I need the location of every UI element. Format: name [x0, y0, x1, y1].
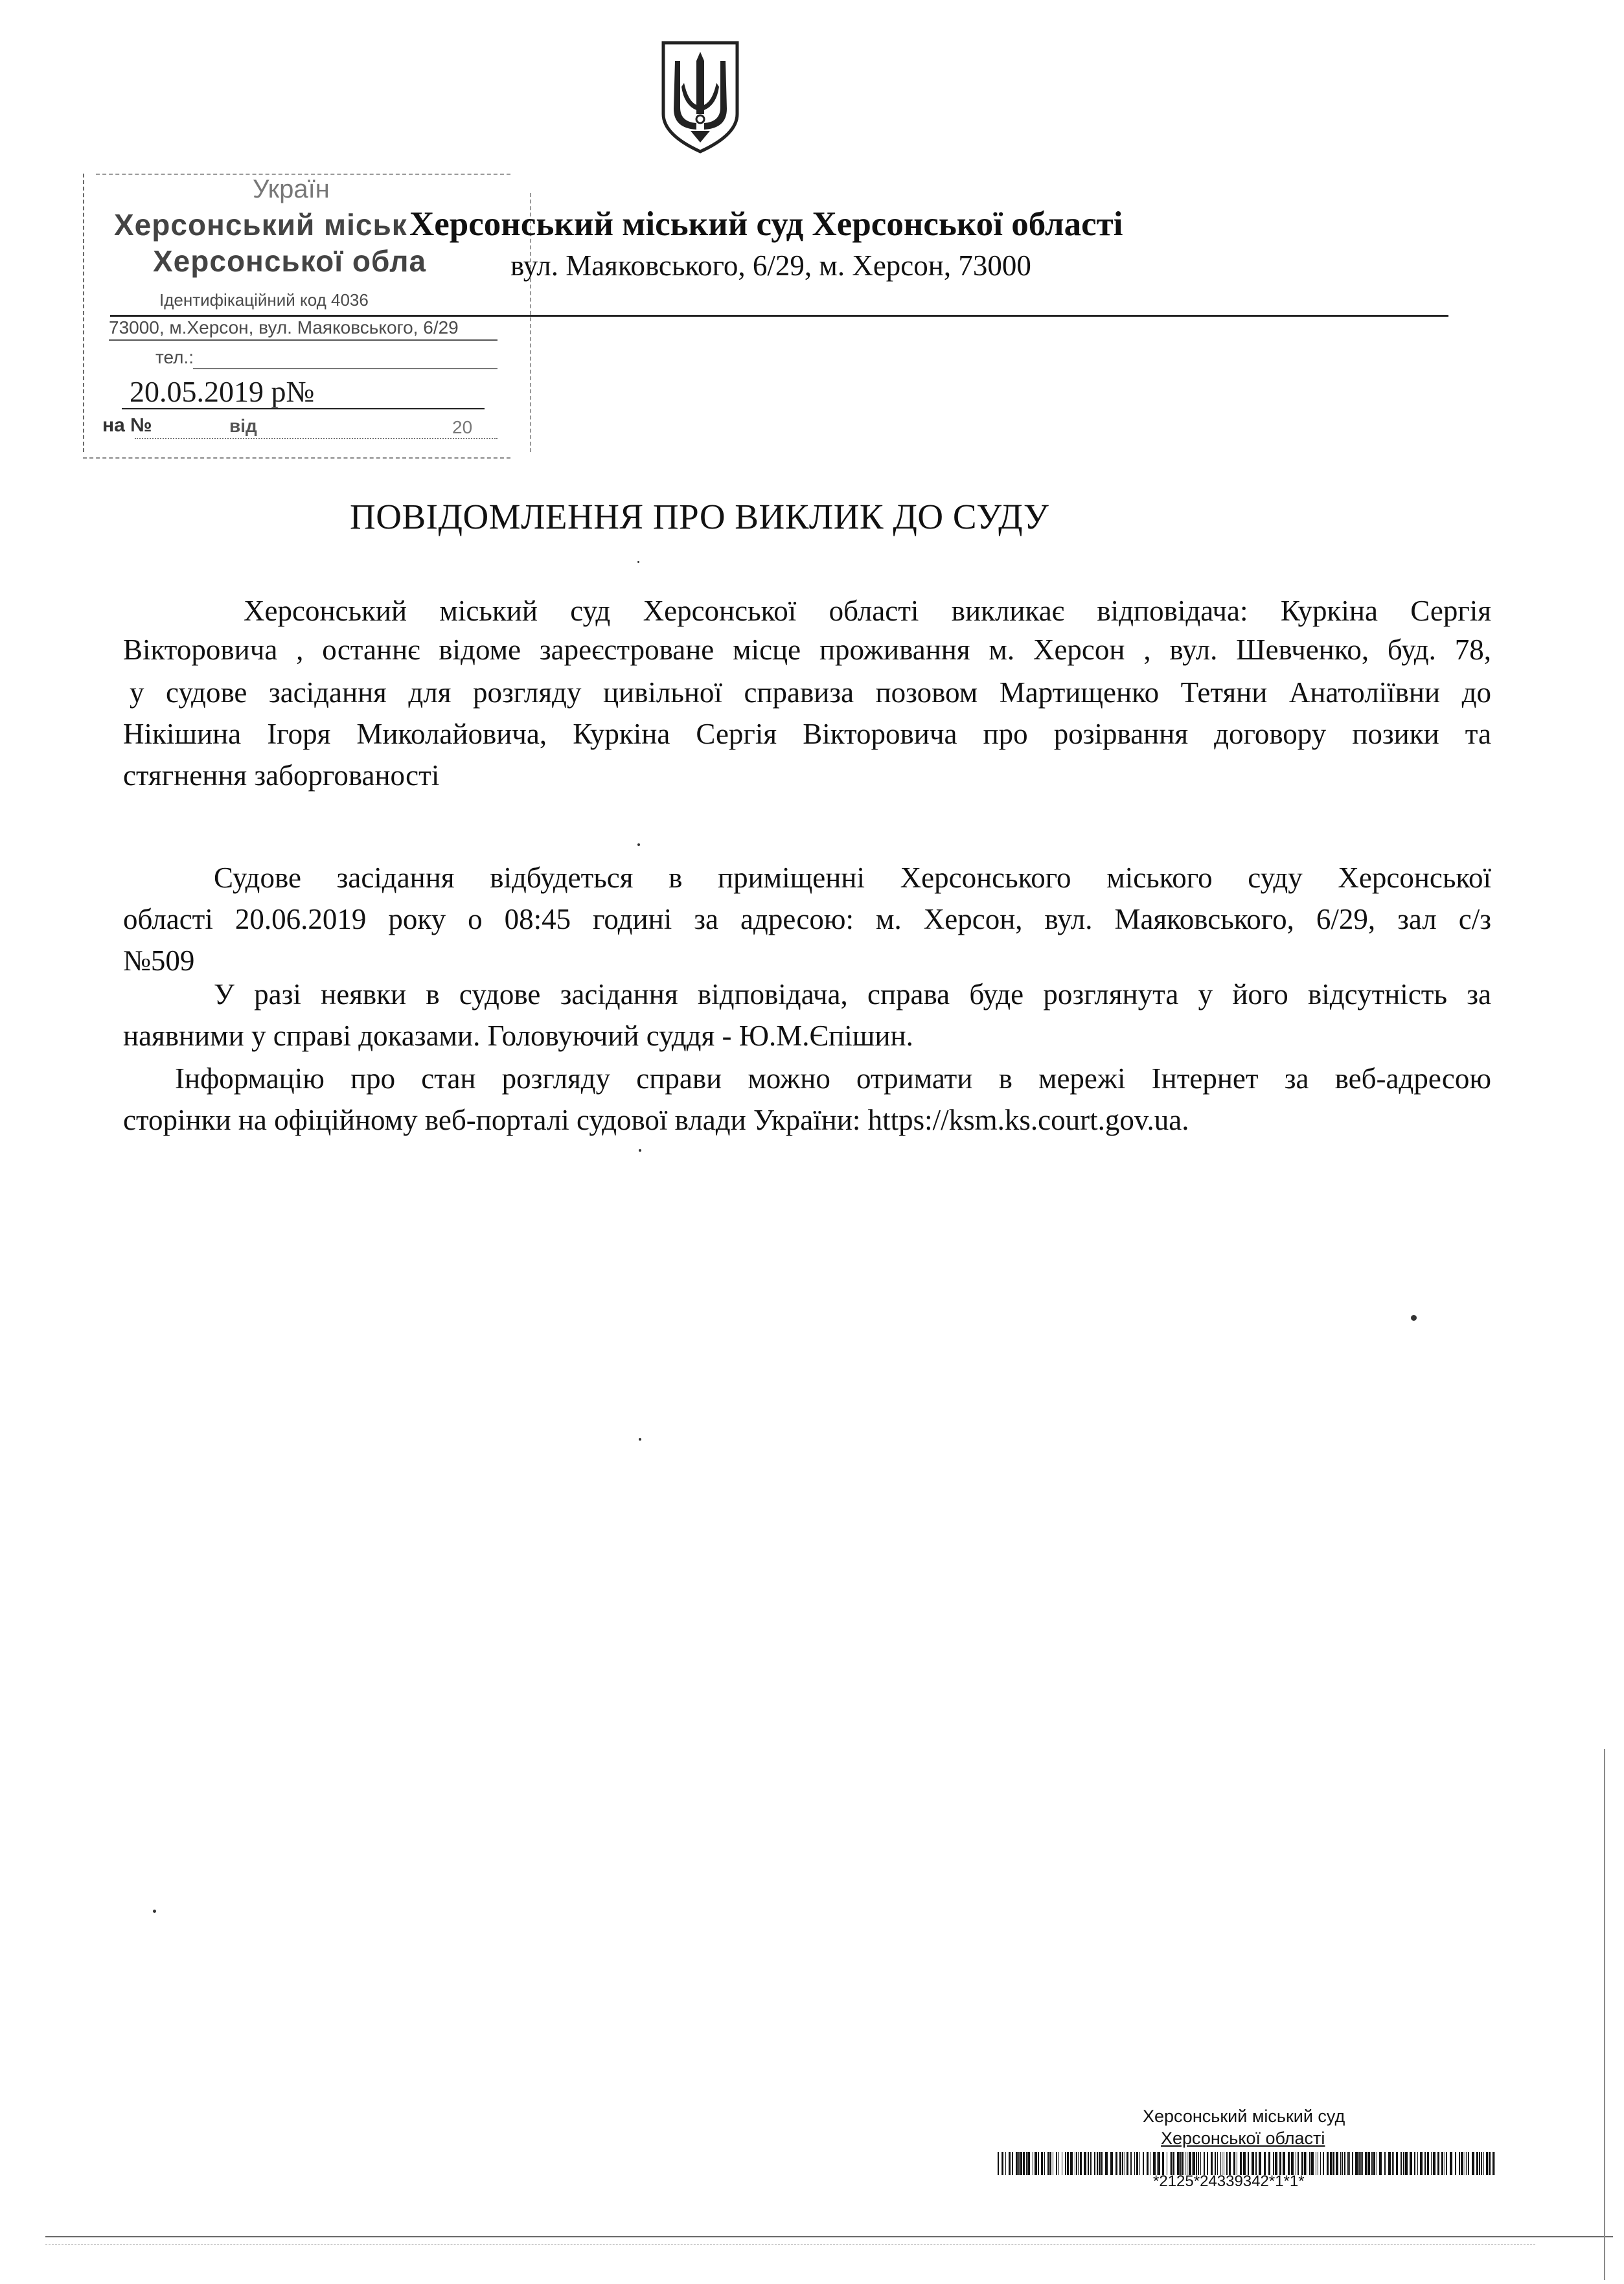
barcode-number: *2125*24339342*1*1* — [1153, 2173, 1305, 2190]
scan-speck — [639, 1438, 641, 1441]
stamp-ref-label: на № — [102, 415, 152, 436]
scan-speck — [1411, 1315, 1417, 1321]
text-line: стягнення заборгованості — [123, 759, 440, 792]
stamp-rule — [193, 368, 497, 369]
text-line: у судове засідання для розгляду цивільної справиза позовом Мартищенко Тетяни Анатоліївни до — [130, 676, 1491, 709]
stamp-border — [83, 174, 84, 452]
stamp-ref-from: від — [229, 416, 257, 436]
court-address: вул. Маяковського, 6/29, м. Херсон, 73000 — [510, 249, 1031, 282]
stamp-border — [83, 457, 510, 459]
stamp-id-code: Ідентифікаційний код 4036 — [159, 290, 369, 310]
text-line: Інформацію про стан розгляду справи можно отримати в мережі Інтернет за веб-адресою — [175, 1062, 1491, 1095]
text-line: Судове засідання відбудеться в приміщенні Херсонського міського суду Херсонської — [214, 862, 1491, 894]
stamp-court-name: Херсонський міськ — [114, 208, 407, 242]
text-line: сторінки на офіційному веб-порталі судової влади України: https://ksm.ks.court.gov.ua. — [123, 1104, 1189, 1136]
stamp-court-region: Херсонської обла — [153, 244, 427, 278]
text-line: Нікішина Ігоря Миколайовича, Куркіна Сергія Вікторовича про розірвання договору позики та — [123, 718, 1491, 750]
text-line: Вікторовича , останнє відоме зареєстроване місце проживання м. Херсон , вул. Шевченко, буд. 78, — [123, 634, 1491, 666]
scan-edge-line — [1604, 1749, 1605, 2280]
scan-speck — [153, 1910, 156, 1913]
stamp-rule — [122, 408, 485, 409]
scan-speck — [637, 843, 640, 846]
text-line: Херсонський міський суд Херсонської області викликає відповідача: Куркіна Сергія — [244, 595, 1491, 627]
text-line: області 20.06.2019 року о 08:45 годині за адресою: м. Херсон, вул. Маяковського, 6/29, зал с/з — [123, 903, 1491, 935]
stamp-country: Україн — [253, 175, 330, 203]
notice-title: ПОВІДОМЛЕННЯ ПРО ВИКЛИК ДО СУДУ — [350, 497, 1049, 536]
coat-of-arms-icon — [658, 38, 742, 154]
footer-court-region: Херсонської області — [1161, 2129, 1325, 2148]
scan-speck — [637, 561, 639, 563]
stamp-rule — [109, 339, 497, 341]
text-line: №509 — [123, 944, 195, 977]
scan-speck — [639, 1149, 641, 1152]
footer-court-name: Херсонський міський суд — [1143, 2107, 1345, 2126]
stamp-address: 73000, м.Херсон, вул. Маяковського, 6/29 — [109, 317, 459, 337]
court-name-heading: Херсонський міський суд Херсонської області — [409, 205, 1123, 243]
text-line: У разі неявки в судове засідання відповідача, справа буде розглянута у його відсутність за — [214, 978, 1491, 1011]
stamp-ref-year: 20 — [452, 417, 473, 437]
header-divider — [110, 315, 1448, 317]
barcode-icon — [998, 2152, 1496, 2175]
stamp-date: 20.05.2019 р№ — [130, 375, 315, 408]
stamp-phone-label: тел.: — [155, 347, 194, 367]
scan-edge-line — [45, 2236, 1613, 2237]
stamp-rule — [135, 438, 497, 439]
text-line: наявними у справі доказами. Головуючий суддя - Ю.М.Єпішин. — [123, 1020, 913, 1052]
